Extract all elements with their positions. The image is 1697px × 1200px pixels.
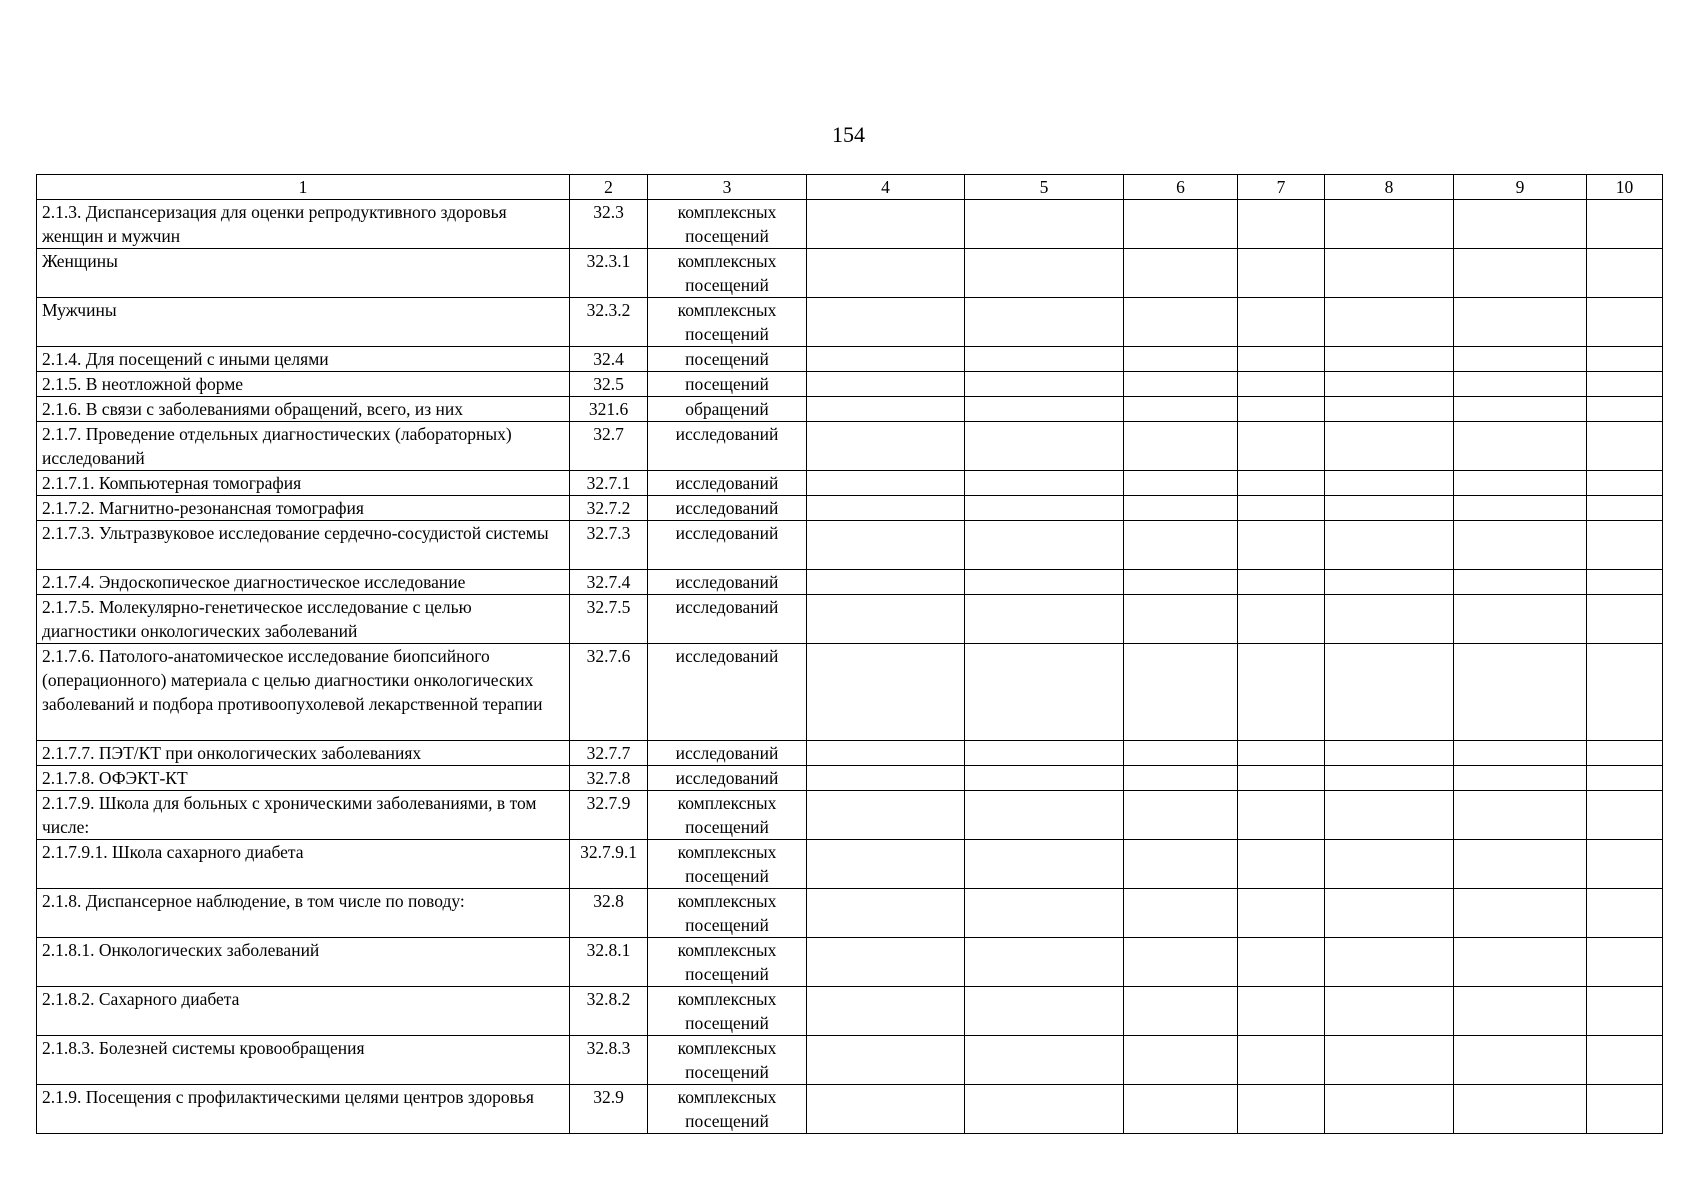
row-value-cell-7 — [1238, 889, 1325, 938]
column-header-1: 1 — [37, 175, 570, 200]
column-header-8: 8 — [1325, 175, 1454, 200]
row-value-cell-8 — [1325, 1085, 1454, 1134]
row-value-cell-7 — [1238, 791, 1325, 840]
row-value-cell-5 — [965, 200, 1124, 249]
row-value-cell-6 — [1124, 200, 1238, 249]
row-value-cell-5 — [965, 1085, 1124, 1134]
row-value-cell-6 — [1124, 644, 1238, 741]
row-unit: комплексных посещений — [648, 791, 807, 840]
page-number: 154 — [832, 122, 865, 147]
row-value-cell-10 — [1587, 521, 1663, 570]
row-value-cell-7 — [1238, 347, 1325, 372]
row-unit: исследований — [648, 595, 807, 644]
row-value-cell-4 — [807, 372, 965, 397]
row-value-cell-9 — [1454, 1085, 1587, 1134]
row-indicator-name: 2.1.7.6. Патолого-анатомическое исследование биопсийного (операционного) материала с целью диагностики онкологических заболеваний и подбора противоопухолевой лекарственной терапии — [37, 644, 570, 741]
row-code: 32.7.9 — [570, 791, 648, 840]
row-value-cell-9 — [1454, 938, 1587, 987]
row-unit: комплексных посещений — [648, 889, 807, 938]
table-row — [37, 766, 1663, 791]
table-row — [37, 1085, 1663, 1134]
table-row — [37, 496, 1663, 521]
row-value-cell-10 — [1587, 766, 1663, 791]
row-value-cell-6 — [1124, 570, 1238, 595]
row-value-cell-5 — [965, 471, 1124, 496]
row-value-cell-4 — [807, 987, 965, 1036]
row-indicator-name: 2.1.7.1. Компьютерная томография — [37, 471, 570, 496]
row-value-cell-9 — [1454, 791, 1587, 840]
row-value-cell-9 — [1454, 372, 1587, 397]
table-row — [37, 298, 1663, 347]
row-unit: комплексных посещений — [648, 249, 807, 298]
row-value-cell-9 — [1454, 570, 1587, 595]
row-code: 32.7.6 — [570, 644, 648, 741]
row-value-cell-9 — [1454, 496, 1587, 521]
row-code: 32.7.8 — [570, 766, 648, 791]
row-value-cell-10 — [1587, 840, 1663, 889]
row-value-cell-4 — [807, 595, 965, 644]
column-header-6: 6 — [1124, 175, 1238, 200]
row-indicator-name: 2.1.7.3. Ультразвуковое исследование сердечно-сосудистой системы — [37, 521, 570, 570]
row-value-cell-6 — [1124, 987, 1238, 1036]
row-value-cell-6 — [1124, 1085, 1238, 1134]
row-value-cell-5 — [965, 347, 1124, 372]
table-row — [37, 200, 1663, 249]
row-code: 32.8 — [570, 889, 648, 938]
row-value-cell-8 — [1325, 397, 1454, 422]
row-value-cell-5 — [965, 741, 1124, 766]
row-value-cell-5 — [965, 987, 1124, 1036]
row-value-cell-4 — [807, 200, 965, 249]
row-value-cell-7 — [1238, 570, 1325, 595]
row-indicator-name: 2.1.8.3. Болезней системы кровообращения — [37, 1036, 570, 1085]
row-value-cell-5 — [965, 791, 1124, 840]
row-value-cell-6 — [1124, 298, 1238, 347]
row-value-cell-8 — [1325, 889, 1454, 938]
row-value-cell-9 — [1454, 987, 1587, 1036]
row-value-cell-4 — [807, 471, 965, 496]
row-value-cell-9 — [1454, 200, 1587, 249]
row-unit: комплексных посещений — [648, 1085, 807, 1134]
row-value-cell-7 — [1238, 249, 1325, 298]
row-indicator-name: 2.1.8.1. Онкологических заболеваний — [37, 938, 570, 987]
row-value-cell-4 — [807, 840, 965, 889]
row-value-cell-6 — [1124, 595, 1238, 644]
row-value-cell-7 — [1238, 644, 1325, 741]
row-code: 32.8.2 — [570, 987, 648, 1036]
row-value-cell-8 — [1325, 570, 1454, 595]
row-value-cell-8 — [1325, 791, 1454, 840]
row-value-cell-8 — [1325, 298, 1454, 347]
row-value-cell-10 — [1587, 249, 1663, 298]
row-value-cell-9 — [1454, 1036, 1587, 1085]
row-value-cell-6 — [1124, 397, 1238, 422]
row-code: 32.4 — [570, 347, 648, 372]
row-value-cell-4 — [807, 397, 965, 422]
row-unit: обращений — [648, 397, 807, 422]
row-value-cell-8 — [1325, 741, 1454, 766]
row-value-cell-4 — [807, 298, 965, 347]
row-value-cell-7 — [1238, 1036, 1325, 1085]
table-row — [37, 889, 1663, 938]
row-indicator-name: 2.1.7.9. Школа для больных с хроническими заболеваниями, в том числе: — [37, 791, 570, 840]
table-row — [37, 397, 1663, 422]
row-code: 32.7.1 — [570, 471, 648, 496]
row-code: 32.7 — [570, 422, 648, 471]
row-indicator-name: 2.1.5. В неотложной форме — [37, 372, 570, 397]
row-value-cell-9 — [1454, 644, 1587, 741]
row-value-cell-4 — [807, 791, 965, 840]
row-value-cell-6 — [1124, 422, 1238, 471]
row-value-cell-5 — [965, 298, 1124, 347]
row-unit: исследований — [648, 766, 807, 791]
row-code: 32.3 — [570, 200, 648, 249]
row-value-cell-8 — [1325, 840, 1454, 889]
report-table — [36, 174, 1663, 1134]
row-unit: комплексных посещений — [648, 840, 807, 889]
row-value-cell-5 — [965, 422, 1124, 471]
row-value-cell-4 — [807, 422, 965, 471]
row-indicator-name: 2.1.7.7. ПЭТ/КТ при онкологических заболеваниях — [37, 741, 570, 766]
row-value-cell-7 — [1238, 1085, 1325, 1134]
row-value-cell-7 — [1238, 521, 1325, 570]
table-row — [37, 347, 1663, 372]
row-value-cell-10 — [1587, 496, 1663, 521]
row-value-cell-5 — [965, 521, 1124, 570]
column-header-7: 7 — [1238, 175, 1325, 200]
row-value-cell-6 — [1124, 741, 1238, 766]
row-indicator-name: 2.1.9. Посещения с профилактическими целями центров здоровья — [37, 1085, 570, 1134]
row-unit: исследований — [648, 496, 807, 521]
row-value-cell-8 — [1325, 595, 1454, 644]
row-unit: комплексных посещений — [648, 1036, 807, 1085]
row-value-cell-4 — [807, 1036, 965, 1085]
row-value-cell-7 — [1238, 741, 1325, 766]
row-value-cell-8 — [1325, 496, 1454, 521]
row-value-cell-9 — [1454, 298, 1587, 347]
row-value-cell-6 — [1124, 521, 1238, 570]
row-unit: посещений — [648, 372, 807, 397]
row-value-cell-4 — [807, 570, 965, 595]
row-value-cell-10 — [1587, 397, 1663, 422]
row-value-cell-5 — [965, 595, 1124, 644]
row-value-cell-7 — [1238, 200, 1325, 249]
row-value-cell-8 — [1325, 644, 1454, 741]
row-indicator-name: 2.1.8.2. Сахарного диабета — [37, 987, 570, 1036]
row-value-cell-6 — [1124, 372, 1238, 397]
row-indicator-name: 2.1.7.8. ОФЭКТ-КТ — [37, 766, 570, 791]
table-row — [37, 249, 1663, 298]
row-value-cell-6 — [1124, 840, 1238, 889]
row-value-cell-5 — [965, 840, 1124, 889]
row-value-cell-4 — [807, 521, 965, 570]
row-value-cell-5 — [965, 766, 1124, 791]
row-unit: исследований — [648, 521, 807, 570]
row-value-cell-10 — [1587, 595, 1663, 644]
row-value-cell-9 — [1454, 766, 1587, 791]
row-code: 32.7.7 — [570, 741, 648, 766]
row-value-cell-7 — [1238, 471, 1325, 496]
row-value-cell-6 — [1124, 791, 1238, 840]
row-value-cell-9 — [1454, 521, 1587, 570]
row-value-cell-6 — [1124, 249, 1238, 298]
row-value-cell-7 — [1238, 372, 1325, 397]
row-value-cell-6 — [1124, 471, 1238, 496]
row-value-cell-5 — [965, 397, 1124, 422]
row-indicator-name: 2.1.7.2. Магнитно-резонансная томография — [37, 496, 570, 521]
row-unit: исследований — [648, 570, 807, 595]
row-value-cell-5 — [965, 496, 1124, 521]
row-value-cell-6 — [1124, 938, 1238, 987]
row-value-cell-4 — [807, 496, 965, 521]
row-code: 32.9 — [570, 1085, 648, 1134]
row-indicator-name: 2.1.7.5. Молекулярно-генетическое исследование с целью диагностики онкологических заболеваний — [37, 595, 570, 644]
table-row — [37, 372, 1663, 397]
table-row — [37, 1036, 1663, 1085]
row-value-cell-10 — [1587, 471, 1663, 496]
row-value-cell-9 — [1454, 840, 1587, 889]
row-value-cell-8 — [1325, 521, 1454, 570]
row-code: 32.8.3 — [570, 1036, 648, 1085]
row-value-cell-8 — [1325, 471, 1454, 496]
table-row — [37, 422, 1663, 471]
row-value-cell-4 — [807, 644, 965, 741]
row-value-cell-5 — [965, 372, 1124, 397]
row-code: 32.3.1 — [570, 249, 648, 298]
table-row — [37, 938, 1663, 987]
row-value-cell-9 — [1454, 471, 1587, 496]
table-row — [37, 741, 1663, 766]
row-value-cell-6 — [1124, 347, 1238, 372]
row-code: 32.3.2 — [570, 298, 648, 347]
table-row — [37, 644, 1663, 741]
row-unit: исследований — [648, 644, 807, 741]
column-header-3: 3 — [648, 175, 807, 200]
column-header-4: 4 — [807, 175, 965, 200]
row-value-cell-6 — [1124, 496, 1238, 521]
row-value-cell-8 — [1325, 987, 1454, 1036]
row-value-cell-9 — [1454, 889, 1587, 938]
row-value-cell-4 — [807, 1085, 965, 1134]
row-value-cell-10 — [1587, 1085, 1663, 1134]
row-value-cell-5 — [965, 570, 1124, 595]
column-header-10: 10 — [1587, 175, 1663, 200]
row-code: 32.7.9.1 — [570, 840, 648, 889]
row-value-cell-7 — [1238, 595, 1325, 644]
row-code: 32.7.2 — [570, 496, 648, 521]
row-value-cell-5 — [965, 644, 1124, 741]
row-value-cell-5 — [965, 1036, 1124, 1085]
row-value-cell-8 — [1325, 372, 1454, 397]
row-value-cell-4 — [807, 741, 965, 766]
row-value-cell-9 — [1454, 422, 1587, 471]
row-value-cell-9 — [1454, 741, 1587, 766]
row-code: 32.5 — [570, 372, 648, 397]
row-value-cell-5 — [965, 889, 1124, 938]
row-unit: комплексных посещений — [648, 200, 807, 249]
table-row — [37, 595, 1663, 644]
row-value-cell-10 — [1587, 347, 1663, 372]
row-value-cell-5 — [965, 938, 1124, 987]
table-row — [37, 521, 1663, 570]
row-value-cell-4 — [807, 347, 965, 372]
row-value-cell-6 — [1124, 1036, 1238, 1085]
row-value-cell-8 — [1325, 422, 1454, 471]
row-unit: исследований — [648, 422, 807, 471]
row-code: 32.8.1 — [570, 938, 648, 987]
row-unit: исследований — [648, 471, 807, 496]
row-value-cell-4 — [807, 249, 965, 298]
table-row — [37, 791, 1663, 840]
row-indicator-name: Мужчины — [37, 298, 570, 347]
table-body — [37, 200, 1663, 1134]
row-unit: посещений — [648, 347, 807, 372]
row-value-cell-5 — [965, 249, 1124, 298]
row-unit: исследований — [648, 741, 807, 766]
row-indicator-name: 2.1.6. В связи с заболеваниями обращений, всего, из них — [37, 397, 570, 422]
table-row — [37, 840, 1663, 889]
row-code: 32.7.4 — [570, 570, 648, 595]
row-indicator-name: 2.1.7.4. Эндоскопическое диагностическое исследование — [37, 570, 570, 595]
table-row — [37, 987, 1663, 1036]
table-header — [37, 175, 1663, 200]
row-value-cell-4 — [807, 766, 965, 791]
row-value-cell-9 — [1454, 249, 1587, 298]
row-value-cell-10 — [1587, 298, 1663, 347]
row-value-cell-10 — [1587, 938, 1663, 987]
row-value-cell-10 — [1587, 372, 1663, 397]
row-unit: комплексных посещений — [648, 938, 807, 987]
row-value-cell-10 — [1587, 741, 1663, 766]
row-indicator-name: 2.1.8. Диспансерное наблюдение, в том числе по поводу: — [37, 889, 570, 938]
row-value-cell-6 — [1124, 889, 1238, 938]
table-row — [37, 570, 1663, 595]
row-value-cell-7 — [1238, 840, 1325, 889]
row-value-cell-7 — [1238, 987, 1325, 1036]
row-value-cell-10 — [1587, 644, 1663, 741]
row-indicator-name: 2.1.7.9.1. Школа сахарного диабета — [37, 840, 570, 889]
column-header-5: 5 — [965, 175, 1124, 200]
row-value-cell-8 — [1325, 1036, 1454, 1085]
row-code: 321.6 — [570, 397, 648, 422]
row-indicator-name: Женщины — [37, 249, 570, 298]
row-value-cell-4 — [807, 889, 965, 938]
row-value-cell-8 — [1325, 249, 1454, 298]
row-value-cell-7 — [1238, 422, 1325, 471]
row-code: 32.7.5 — [570, 595, 648, 644]
row-unit: комплексных посещений — [648, 298, 807, 347]
row-value-cell-8 — [1325, 200, 1454, 249]
column-header-2: 2 — [570, 175, 648, 200]
column-header-9: 9 — [1454, 175, 1587, 200]
row-value-cell-6 — [1124, 766, 1238, 791]
header-row — [37, 175, 1663, 200]
row-value-cell-9 — [1454, 397, 1587, 422]
row-value-cell-9 — [1454, 347, 1587, 372]
table-row — [37, 471, 1663, 496]
row-value-cell-7 — [1238, 298, 1325, 347]
row-indicator-name: 2.1.7. Проведение отдельных диагностических (лабораторных) исследований — [37, 422, 570, 471]
row-indicator-name: 2.1.3. Диспансеризация для оценки репродуктивного здоровья женщин и мужчин — [37, 200, 570, 249]
row-value-cell-8 — [1325, 347, 1454, 372]
row-unit: комплексных посещений — [648, 987, 807, 1036]
row-value-cell-7 — [1238, 938, 1325, 987]
row-value-cell-10 — [1587, 791, 1663, 840]
row-value-cell-8 — [1325, 766, 1454, 791]
row-indicator-name: 2.1.4. Для посещений с иными целями — [37, 347, 570, 372]
row-value-cell-7 — [1238, 397, 1325, 422]
row-value-cell-7 — [1238, 496, 1325, 521]
row-value-cell-8 — [1325, 938, 1454, 987]
row-value-cell-10 — [1587, 987, 1663, 1036]
row-value-cell-10 — [1587, 200, 1663, 249]
row-value-cell-10 — [1587, 1036, 1663, 1085]
row-value-cell-7 — [1238, 766, 1325, 791]
row-value-cell-9 — [1454, 595, 1587, 644]
row-code: 32.7.3 — [570, 521, 648, 570]
row-value-cell-4 — [807, 938, 965, 987]
row-value-cell-10 — [1587, 570, 1663, 595]
row-value-cell-10 — [1587, 889, 1663, 938]
row-value-cell-10 — [1587, 422, 1663, 471]
